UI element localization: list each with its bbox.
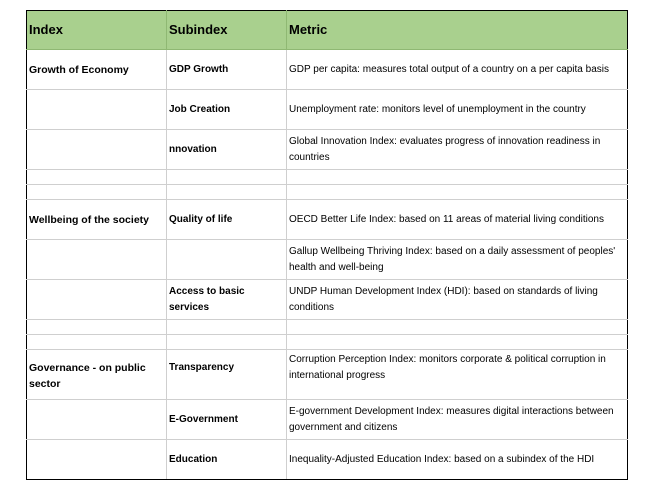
index-cell <box>27 320 167 335</box>
subindex-cell: Job Creation <box>167 90 287 130</box>
index-cell <box>27 400 167 440</box>
subindex-cell: nnovation <box>167 130 287 170</box>
subindex-cell <box>167 185 287 200</box>
metric-cell: Unemployment rate: monitors level of unemployment in the country <box>287 90 628 130</box>
metric-cell: Corruption Perception Index: monitors corporate & political corruption in international progress <box>287 350 628 400</box>
index-cell <box>27 280 167 320</box>
header-index: Index <box>27 11 167 50</box>
table-row <box>27 335 628 350</box>
metric-cell <box>287 335 628 350</box>
metric-cell: OECD Better Life Index: based on 11 areas of material living conditions <box>287 200 628 240</box>
metric-cell: Gallup Wellbeing Thriving Index: based on a daily assessment of peoples' health and well-being <box>287 240 628 280</box>
metric-cell: UNDP Human Development Index (HDI): based on standards of living conditions <box>287 280 628 320</box>
table-row <box>27 170 628 185</box>
metric-cell <box>287 170 628 185</box>
table-row <box>27 240 628 280</box>
metric-cell: Inequality-Adjusted Education Index: based on a subindex of the HDI <box>287 440 628 480</box>
metric-cell: E-government Development Index: measures digital interactions between government and citizens <box>287 400 628 440</box>
table-row <box>27 350 628 400</box>
index-cell <box>27 440 167 480</box>
header-subindex: Subindex <box>167 11 287 50</box>
index-cell <box>27 170 167 185</box>
index-cell: Growth of Economy <box>27 50 167 90</box>
index-table <box>26 10 628 480</box>
metric-cell: Global Innovation Index: evaluates progress of innovation readiness in countries <box>287 130 628 170</box>
header-metric: Metric <box>287 11 628 50</box>
index-cell <box>27 185 167 200</box>
index-cell <box>27 335 167 350</box>
metric-cell <box>287 320 628 335</box>
subindex-cell: Transparency <box>167 350 287 400</box>
index-cell: Wellbeing of the society <box>27 200 167 240</box>
subindex-cell: E-Government <box>167 400 287 440</box>
table-row <box>27 185 628 200</box>
subindex-cell <box>167 170 287 185</box>
subindex-cell: Education <box>167 440 287 480</box>
index-cell <box>27 240 167 280</box>
table-row <box>27 440 628 480</box>
table-row <box>27 50 628 90</box>
subindex-cell: Access to basic services <box>167 280 287 320</box>
index-cell: Governance - on public sector <box>27 350 167 400</box>
table-row <box>27 200 628 240</box>
subindex-cell <box>167 335 287 350</box>
metric-cell: GDP per capita: measures total output of a country on a per capita basis <box>287 50 628 90</box>
index-cell <box>27 130 167 170</box>
index-cell <box>27 90 167 130</box>
subindex-cell <box>167 240 287 280</box>
table-row <box>27 320 628 335</box>
index-table-sheet <box>26 10 627 480</box>
metric-cell <box>287 185 628 200</box>
header-row <box>27 11 628 50</box>
subindex-cell: GDP Growth <box>167 50 287 90</box>
subindex-cell <box>167 320 287 335</box>
table-row <box>27 400 628 440</box>
subindex-cell: Quality of life <box>167 200 287 240</box>
table-row <box>27 130 628 170</box>
table-row <box>27 280 628 320</box>
table-row <box>27 90 628 130</box>
